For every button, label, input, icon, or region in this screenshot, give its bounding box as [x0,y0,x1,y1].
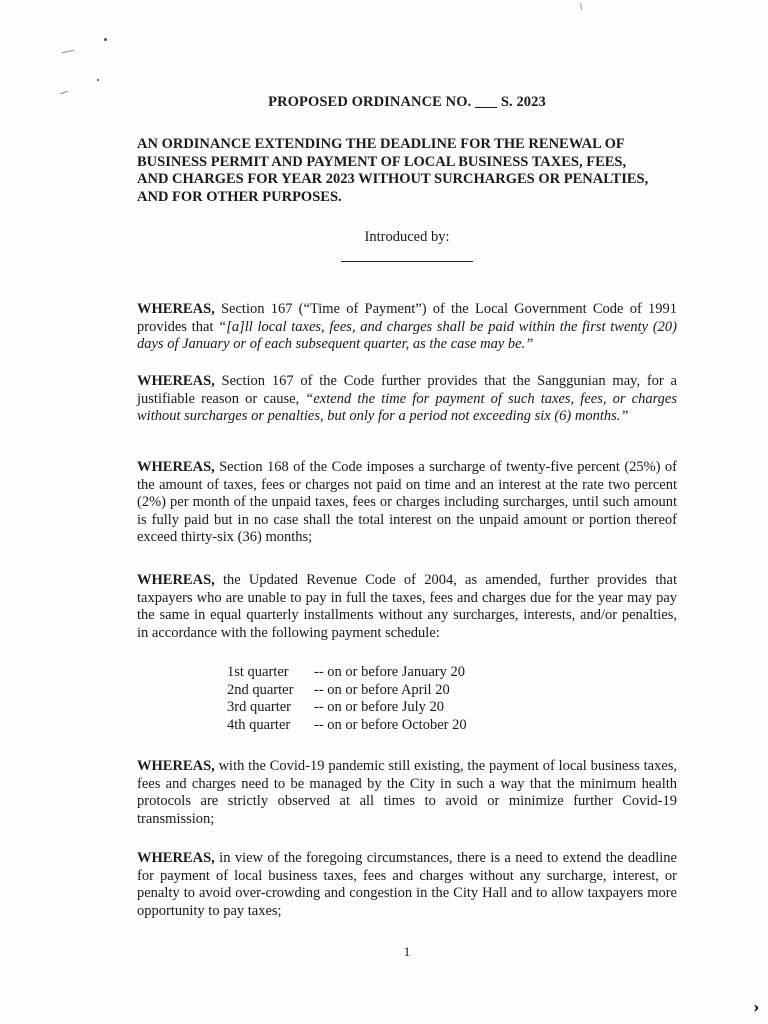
schedule-quarter: 2nd quarter [227,681,294,698]
ordinance-title-line: AN ORDINANCE EXTENDING THE DEADLINE FOR THE RENEWAL OF [137,136,625,152]
corner-scan-mark: ˆ [737,1004,763,1012]
whereas-paragraph-2 [137,373,677,426]
paragraph-text: with the Covid-19 pandemic still existing, the payment of local business taxes, fees and charges need to be managed by the City in such a way that the minimum health protocols are strictly observed at all times to avoid or minimize further Covid-19 transmission; [137,758,677,827]
paragraph-text: Section 167 of the Code further provides that the Sanggunian may, for a justifiable reason or cause, [137,373,677,407]
schedule-deadline: -- on or before October 20 [314,716,467,733]
paragraph-text: in view of the foregoing circumstances, there is a need to extend the deadline for payment of local business taxes, fees and charges without any surcharge, interest, or penalty to avoid over-crowding and congestion in the City Hall and to allow taxpayers more opportunity to pay taxes; [137,850,677,919]
paragraph-text: Section 167 (“Time of Payment”) of the Local Government Code of 1991 provides that [137,301,677,335]
scan-scratch [62,50,74,53]
page-number: 1 [403,944,411,959]
whereas-paragraph-3 [137,459,677,547]
ordinance-title-line: BUSINESS PERMIT AND PAYMENT OF LOCAL BUSINESS TAXES, FEES, [137,153,627,170]
whereas-paragraph-1 [137,301,677,354]
schedule-quarter: 1st quarter [227,664,289,680]
scan-speck [97,79,99,81]
whereas-lead: WHEREAS, [137,758,215,774]
payment-schedule [227,664,467,734]
schedule-quarter: 4th quarter [227,716,291,733]
schedule-quarter: 3rd quarter [227,699,292,716]
schedule-row [227,717,467,735]
quoted-text: “extend the time for payment of such taxes, fees, or charges without surcharges or penalties, but only for a period not exceeding six (6) months.” [137,390,678,425]
whereas-lead: WHEREAS, [137,572,215,588]
schedule-deadline: -- on or before April 20 [314,681,450,698]
signature-line [341,261,473,262]
scan-speck [104,38,107,41]
paragraph-text: Section 168 of the Code imposes a surcharge of twenty-five percent (25%) of the amount of taxes, fees or charges not paid on time and an interest at the rate two percent (2%) per month of the unpaid taxes, fees or charges including surcharges, until such amount is fully paid but in no case shall the total interest on the unpaid amount or portion thereof exceed thirty-six (36) months; [137,459,677,546]
quoted-text: “[a]ll local taxes, fees, and charges shall be paid within the first twenty (20) days of January or of each subsequent quarter, as the case may be.” [137,318,677,353]
scan-scratch [580,3,582,9]
ordinance-title-line: AND FOR OTHER PURPOSES. [137,188,342,205]
schedule-row [227,682,467,700]
schedule-row [227,699,467,717]
ordinance-number-heading: PROPOSED ORDINANCE NO. ___ S. 2023 [268,94,546,110]
schedule-deadline: -- on or before July 20 [314,699,445,716]
ordinance-title [137,136,677,206]
introduced-by-label: Introduced by: [364,229,450,245]
whereas-paragraph-4 [137,572,677,642]
whereas-lead: WHEREAS, [137,850,215,866]
schedule-row [227,664,467,682]
schedule-deadline: -- on or before January 20 [314,664,465,680]
whereas-lead: WHEREAS, [137,301,215,317]
paragraph-text: the Updated Revenue Code of 2004, as amended, further provides that taxpayers who are unable to pay in full the taxes, fees and charges due for the year may pay the same in equal quarterly installments without any surcharges, interests, and/or penalties, in accordance with the following payment schedule: [137,572,677,641]
whereas-lead: WHEREAS, [137,373,215,389]
ordinance-title-line: AND CHARGES FOR YEAR 2023 WITHOUT SURCHARGES OR PENALTIES, [137,171,649,187]
whereas-paragraph-6 [137,850,677,920]
whereas-lead: WHEREAS, [137,459,215,475]
whereas-paragraph-5 [137,758,677,828]
